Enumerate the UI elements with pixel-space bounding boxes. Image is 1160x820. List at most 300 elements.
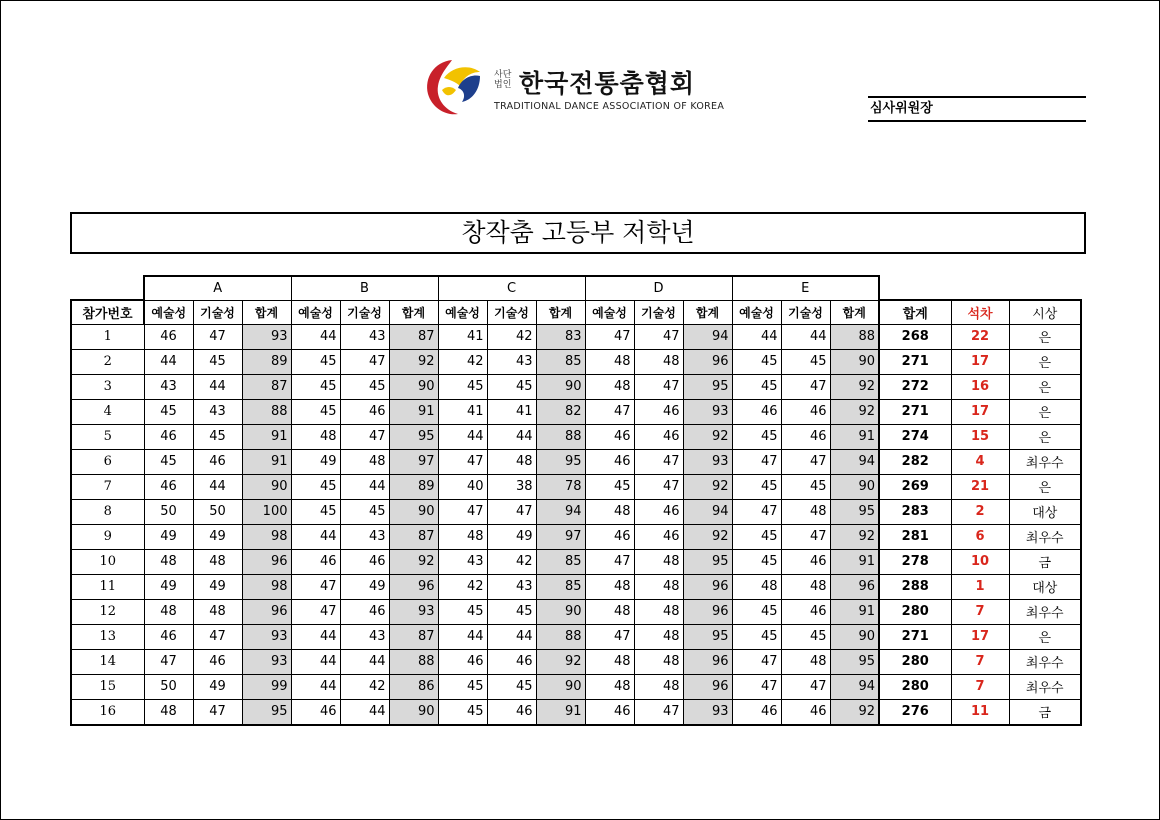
subtotal-score: 92 bbox=[536, 649, 585, 674]
subtotal-score: 97 bbox=[389, 449, 438, 474]
technique-score: 46 bbox=[781, 549, 830, 574]
subtotal-score: 90 bbox=[389, 374, 438, 399]
table-row bbox=[71, 699, 1081, 725]
artistry-score: 48 bbox=[585, 599, 634, 624]
subtotal-score: 83 bbox=[536, 324, 585, 349]
technique-score: 45 bbox=[781, 349, 830, 374]
table-row bbox=[71, 574, 1081, 599]
subtotal-score: 87 bbox=[242, 374, 291, 399]
technique-score: 48 bbox=[487, 449, 536, 474]
subtotal-score: 85 bbox=[536, 549, 585, 574]
subtotal-score: 92 bbox=[683, 524, 732, 549]
artistry-score: 45 bbox=[144, 399, 193, 424]
rank-value: 17 bbox=[951, 349, 1009, 374]
table-row bbox=[71, 374, 1081, 399]
technique-score: 49 bbox=[193, 524, 242, 549]
artistry-score: 49 bbox=[144, 574, 193, 599]
technique-header: 기술성 bbox=[487, 300, 536, 324]
award-value: 대상 bbox=[1009, 574, 1081, 599]
award-value: 금 bbox=[1009, 699, 1081, 725]
technique-score: 45 bbox=[487, 674, 536, 699]
total-score: 271 bbox=[879, 399, 951, 424]
technique-score: 46 bbox=[487, 649, 536, 674]
artistry-score: 47 bbox=[585, 324, 634, 349]
subtotal-score: 85 bbox=[536, 574, 585, 599]
table-row bbox=[71, 549, 1081, 574]
rank-value: 21 bbox=[951, 474, 1009, 499]
technique-score: 47 bbox=[781, 449, 830, 474]
technique-score: 45 bbox=[487, 374, 536, 399]
rank-value: 22 bbox=[951, 324, 1009, 349]
subtotal-score: 88 bbox=[242, 399, 291, 424]
logo-mark-icon bbox=[422, 56, 484, 118]
total-score: 281 bbox=[879, 524, 951, 549]
association-logo bbox=[422, 56, 742, 120]
technique-score: 45 bbox=[487, 599, 536, 624]
subtotal-score: 95 bbox=[683, 549, 732, 574]
artistry-score: 50 bbox=[144, 674, 193, 699]
artistry-score: 47 bbox=[732, 499, 781, 524]
technique-score: 43 bbox=[340, 624, 389, 649]
award-header: 시상 bbox=[1009, 300, 1081, 324]
subtotal-score: 88 bbox=[536, 624, 585, 649]
subtotal-score: 93 bbox=[242, 649, 291, 674]
subtotal-score: 93 bbox=[242, 324, 291, 349]
technique-score: 44 bbox=[340, 474, 389, 499]
technique-score: 43 bbox=[487, 349, 536, 374]
technique-score: 47 bbox=[340, 424, 389, 449]
technique-score: 44 bbox=[487, 624, 536, 649]
subtotal-header: 합계 bbox=[242, 300, 291, 324]
artistry-score: 46 bbox=[144, 324, 193, 349]
subtotal-header: 합계 bbox=[389, 300, 438, 324]
artistry-score: 45 bbox=[291, 474, 340, 499]
technique-score: 45 bbox=[193, 349, 242, 374]
judge-header-b: B bbox=[291, 276, 438, 300]
entry-number: 3 bbox=[71, 374, 144, 399]
subtotal-score: 78 bbox=[536, 474, 585, 499]
technique-score: 48 bbox=[340, 449, 389, 474]
total-score: 276 bbox=[879, 699, 951, 725]
artistry-score: 48 bbox=[732, 574, 781, 599]
technique-score: 48 bbox=[634, 599, 683, 624]
subtotal-score: 87 bbox=[389, 524, 438, 549]
subtotal-score: 98 bbox=[242, 574, 291, 599]
rank-value: 4 bbox=[951, 449, 1009, 474]
technique-score: 47 bbox=[781, 374, 830, 399]
artistry-score: 43 bbox=[438, 549, 487, 574]
artistry-score: 48 bbox=[144, 549, 193, 574]
table-row bbox=[71, 399, 1081, 424]
award-value: 최우수 bbox=[1009, 524, 1081, 549]
table-row bbox=[71, 474, 1081, 499]
judge-header-d: D bbox=[585, 276, 732, 300]
artistry-score: 46 bbox=[585, 424, 634, 449]
technique-score: 47 bbox=[634, 374, 683, 399]
total-score: 288 bbox=[879, 574, 951, 599]
artistry-score: 47 bbox=[438, 449, 487, 474]
award-value: 최우수 bbox=[1009, 449, 1081, 474]
rank-value: 16 bbox=[951, 374, 1009, 399]
technique-score: 47 bbox=[193, 324, 242, 349]
technique-score: 48 bbox=[634, 649, 683, 674]
subtotal-header: 합계 bbox=[683, 300, 732, 324]
table-row bbox=[71, 674, 1081, 699]
subtotal-score: 93 bbox=[389, 599, 438, 624]
subtotal-score: 90 bbox=[389, 699, 438, 725]
subtotal-score: 88 bbox=[389, 649, 438, 674]
technique-score: 48 bbox=[781, 499, 830, 524]
subtotal-score: 93 bbox=[683, 449, 732, 474]
subtotal-score: 100 bbox=[242, 499, 291, 524]
artistry-score: 45 bbox=[732, 549, 781, 574]
technique-score: 48 bbox=[781, 574, 830, 599]
score-table bbox=[70, 275, 1082, 726]
header-spacer-cell bbox=[951, 276, 1009, 300]
artistry-score: 47 bbox=[144, 649, 193, 674]
artistry-score: 50 bbox=[144, 499, 193, 524]
artistry-score: 47 bbox=[291, 599, 340, 624]
artistry-score: 44 bbox=[438, 624, 487, 649]
entry-number-header: 참가번호 bbox=[71, 300, 144, 324]
table-row bbox=[71, 599, 1081, 624]
award-value: 은 bbox=[1009, 374, 1081, 399]
artistry-score: 47 bbox=[291, 574, 340, 599]
subtotal-score: 90 bbox=[830, 349, 879, 374]
artistry-score: 48 bbox=[144, 599, 193, 624]
subtotal-score: 96 bbox=[683, 674, 732, 699]
table-row bbox=[71, 624, 1081, 649]
artistry-score: 46 bbox=[438, 649, 487, 674]
technique-score: 46 bbox=[193, 649, 242, 674]
technique-score: 48 bbox=[634, 624, 683, 649]
subtotal-score: 95 bbox=[389, 424, 438, 449]
award-value: 최우수 bbox=[1009, 649, 1081, 674]
award-value: 은 bbox=[1009, 624, 1081, 649]
technique-score: 44 bbox=[193, 474, 242, 499]
rank-value: 17 bbox=[951, 399, 1009, 424]
technique-score: 46 bbox=[781, 399, 830, 424]
subtotal-score: 96 bbox=[683, 649, 732, 674]
subtotal-score: 99 bbox=[242, 674, 291, 699]
subtotal-score: 93 bbox=[242, 624, 291, 649]
technique-score: 44 bbox=[340, 699, 389, 725]
total-header: 합계 bbox=[879, 300, 951, 324]
artistry-score: 46 bbox=[585, 699, 634, 725]
subtotal-score: 85 bbox=[536, 349, 585, 374]
table-row bbox=[71, 499, 1081, 524]
subtotal-score: 96 bbox=[389, 574, 438, 599]
subtotal-score: 91 bbox=[536, 699, 585, 725]
subtotal-score: 89 bbox=[242, 349, 291, 374]
rank-value: 2 bbox=[951, 499, 1009, 524]
total-score: 283 bbox=[879, 499, 951, 524]
subtotal-score: 98 bbox=[242, 524, 291, 549]
header-spacer-cell bbox=[1009, 276, 1081, 300]
award-value: 은 bbox=[1009, 349, 1081, 374]
artistry-score: 43 bbox=[144, 374, 193, 399]
total-score: 278 bbox=[879, 549, 951, 574]
rank-value: 7 bbox=[951, 674, 1009, 699]
subtotal-score: 93 bbox=[683, 399, 732, 424]
artistry-score: 47 bbox=[732, 449, 781, 474]
subtotal-score: 92 bbox=[683, 474, 732, 499]
artistry-score: 48 bbox=[585, 499, 634, 524]
artistry-score: 49 bbox=[144, 524, 193, 549]
artistry-score: 45 bbox=[732, 599, 781, 624]
technique-score: 44 bbox=[781, 324, 830, 349]
subtotal-score: 96 bbox=[242, 599, 291, 624]
artistry-score: 44 bbox=[291, 674, 340, 699]
table-row bbox=[71, 424, 1081, 449]
total-score: 269 bbox=[879, 474, 951, 499]
technique-score: 48 bbox=[634, 549, 683, 574]
artistry-header: 예술성 bbox=[144, 300, 193, 324]
technique-score: 44 bbox=[340, 649, 389, 674]
total-score: 268 bbox=[879, 324, 951, 349]
subtotal-score: 95 bbox=[536, 449, 585, 474]
artistry-score: 49 bbox=[291, 449, 340, 474]
technique-score: 47 bbox=[487, 499, 536, 524]
rank-value: 6 bbox=[951, 524, 1009, 549]
logo-corporation-label: 사단 법인 bbox=[494, 70, 512, 90]
total-score: 282 bbox=[879, 449, 951, 474]
artistry-score: 45 bbox=[732, 374, 781, 399]
rank-value: 15 bbox=[951, 424, 1009, 449]
technique-score: 46 bbox=[781, 599, 830, 624]
subtotal-score: 89 bbox=[389, 474, 438, 499]
artistry-score: 46 bbox=[732, 699, 781, 725]
subtotal-score: 91 bbox=[242, 449, 291, 474]
technique-header: 기술성 bbox=[340, 300, 389, 324]
award-value: 금 bbox=[1009, 549, 1081, 574]
artistry-score: 47 bbox=[585, 399, 634, 424]
subtotal-score: 94 bbox=[830, 449, 879, 474]
subtotal-score: 96 bbox=[242, 549, 291, 574]
subtotal-score: 96 bbox=[683, 599, 732, 624]
entry-number: 2 bbox=[71, 349, 144, 374]
award-value: 은 bbox=[1009, 474, 1081, 499]
judge-header-a: A bbox=[144, 276, 291, 300]
artistry-score: 48 bbox=[438, 524, 487, 549]
technique-score: 47 bbox=[634, 474, 683, 499]
rank-value: 1 bbox=[951, 574, 1009, 599]
subtotal-score: 90 bbox=[536, 599, 585, 624]
artistry-header: 예술성 bbox=[291, 300, 340, 324]
artistry-score: 41 bbox=[438, 324, 487, 349]
award-value: 은 bbox=[1009, 324, 1081, 349]
subtotal-score: 88 bbox=[536, 424, 585, 449]
technique-score: 47 bbox=[193, 624, 242, 649]
artistry-score: 45 bbox=[291, 349, 340, 374]
technique-score: 45 bbox=[340, 499, 389, 524]
award-value: 최우수 bbox=[1009, 674, 1081, 699]
rank-header: 석차 bbox=[951, 300, 1009, 324]
subtotal-score: 91 bbox=[830, 424, 879, 449]
technique-score: 42 bbox=[487, 549, 536, 574]
artistry-score: 46 bbox=[732, 399, 781, 424]
technique-score: 48 bbox=[193, 549, 242, 574]
technique-score: 47 bbox=[781, 674, 830, 699]
table-row bbox=[71, 524, 1081, 549]
technique-score: 49 bbox=[487, 524, 536, 549]
artistry-score: 45 bbox=[438, 599, 487, 624]
page-title: 창작춤 고등부 저학년 bbox=[70, 212, 1086, 254]
entry-number: 1 bbox=[71, 324, 144, 349]
technique-score: 48 bbox=[634, 349, 683, 374]
subtotal-score: 96 bbox=[830, 574, 879, 599]
artistry-score: 42 bbox=[438, 574, 487, 599]
subtotal-score: 96 bbox=[683, 349, 732, 374]
technique-score: 44 bbox=[487, 424, 536, 449]
subtotal-score: 90 bbox=[389, 499, 438, 524]
artistry-score: 46 bbox=[144, 424, 193, 449]
entry-number: 14 bbox=[71, 649, 144, 674]
entry-number: 11 bbox=[71, 574, 144, 599]
technique-header: 기술성 bbox=[193, 300, 242, 324]
technique-score: 46 bbox=[193, 449, 242, 474]
artistry-score: 47 bbox=[438, 499, 487, 524]
subtotal-score: 91 bbox=[830, 599, 879, 624]
technique-score: 45 bbox=[340, 374, 389, 399]
subtotal-score: 95 bbox=[683, 624, 732, 649]
subtotal-score: 93 bbox=[683, 699, 732, 725]
technique-score: 46 bbox=[634, 399, 683, 424]
artistry-score: 45 bbox=[732, 474, 781, 499]
technique-header: 기술성 bbox=[634, 300, 683, 324]
artistry-score: 47 bbox=[732, 674, 781, 699]
logo-english-name: TRADITIONAL DANCE ASSOCIATION OF KOREA bbox=[494, 101, 725, 112]
subtotal-score: 86 bbox=[389, 674, 438, 699]
artistry-score: 44 bbox=[144, 349, 193, 374]
total-score: 271 bbox=[879, 349, 951, 374]
technique-score: 38 bbox=[487, 474, 536, 499]
subtotal-score: 95 bbox=[830, 499, 879, 524]
subtotal-score: 92 bbox=[830, 374, 879, 399]
artistry-header: 예술성 bbox=[732, 300, 781, 324]
table-row bbox=[71, 349, 1081, 374]
artistry-score: 46 bbox=[291, 549, 340, 574]
entry-number: 10 bbox=[71, 549, 144, 574]
artistry-score: 45 bbox=[438, 674, 487, 699]
technique-score: 47 bbox=[340, 349, 389, 374]
subtotal-score: 92 bbox=[389, 549, 438, 574]
artistry-score: 46 bbox=[291, 699, 340, 725]
subtotal-score: 95 bbox=[683, 374, 732, 399]
award-value: 대상 bbox=[1009, 499, 1081, 524]
judge-header-e: E bbox=[732, 276, 879, 300]
entry-number: 12 bbox=[71, 599, 144, 624]
award-value: 은 bbox=[1009, 424, 1081, 449]
technique-score: 47 bbox=[634, 324, 683, 349]
table-row bbox=[71, 324, 1081, 349]
subtotal-score: 94 bbox=[683, 324, 732, 349]
entry-number: 5 bbox=[71, 424, 144, 449]
subtotal-score: 88 bbox=[830, 324, 879, 349]
artistry-score: 46 bbox=[144, 624, 193, 649]
technique-score: 47 bbox=[634, 699, 683, 725]
subtotal-score: 94 bbox=[536, 499, 585, 524]
artistry-score: 48 bbox=[585, 674, 634, 699]
artistry-score: 48 bbox=[585, 649, 634, 674]
artistry-score: 47 bbox=[585, 624, 634, 649]
technique-score: 45 bbox=[193, 424, 242, 449]
subtotal-score: 92 bbox=[830, 699, 879, 725]
artistry-score: 45 bbox=[291, 399, 340, 424]
artistry-score: 44 bbox=[291, 524, 340, 549]
artistry-score: 48 bbox=[291, 424, 340, 449]
subtotal-score: 92 bbox=[389, 349, 438, 374]
artistry-score: 45 bbox=[438, 699, 487, 725]
technique-score: 43 bbox=[340, 524, 389, 549]
artistry-score: 44 bbox=[291, 324, 340, 349]
artistry-score: 48 bbox=[585, 574, 634, 599]
technique-score: 43 bbox=[340, 324, 389, 349]
artistry-score: 45 bbox=[732, 424, 781, 449]
total-score: 274 bbox=[879, 424, 951, 449]
entry-number: 8 bbox=[71, 499, 144, 524]
artistry-score: 45 bbox=[291, 499, 340, 524]
subtotal-score: 90 bbox=[242, 474, 291, 499]
subtotal-score: 91 bbox=[389, 399, 438, 424]
technique-score: 50 bbox=[193, 499, 242, 524]
chief-judge-signature-line: 심사위원장 bbox=[868, 96, 1086, 122]
total-score: 280 bbox=[879, 674, 951, 699]
artistry-score: 45 bbox=[732, 524, 781, 549]
subtotal-score: 92 bbox=[830, 524, 879, 549]
total-score: 280 bbox=[879, 649, 951, 674]
rank-value: 11 bbox=[951, 699, 1009, 725]
total-score: 272 bbox=[879, 374, 951, 399]
subtotal-score: 95 bbox=[242, 699, 291, 725]
artistry-score: 40 bbox=[438, 474, 487, 499]
artistry-score: 46 bbox=[585, 524, 634, 549]
award-value: 은 bbox=[1009, 399, 1081, 424]
artistry-score: 41 bbox=[438, 399, 487, 424]
technique-score: 43 bbox=[487, 574, 536, 599]
technique-score: 46 bbox=[487, 699, 536, 725]
subtotal-score: 94 bbox=[683, 499, 732, 524]
entry-number: 13 bbox=[71, 624, 144, 649]
rank-value: 7 bbox=[951, 599, 1009, 624]
subtotal-score: 92 bbox=[683, 424, 732, 449]
rank-value: 10 bbox=[951, 549, 1009, 574]
technique-score: 41 bbox=[487, 399, 536, 424]
corner-cell bbox=[71, 276, 144, 300]
technique-score: 49 bbox=[193, 574, 242, 599]
technique-score: 46 bbox=[340, 599, 389, 624]
artistry-score: 44 bbox=[438, 424, 487, 449]
subtotal-score: 90 bbox=[536, 674, 585, 699]
table-row bbox=[71, 649, 1081, 674]
technique-score: 48 bbox=[193, 599, 242, 624]
artistry-score: 45 bbox=[732, 624, 781, 649]
subtotal-score: 91 bbox=[830, 549, 879, 574]
artistry-score: 45 bbox=[732, 349, 781, 374]
artistry-header: 예술성 bbox=[438, 300, 487, 324]
technique-score: 46 bbox=[634, 499, 683, 524]
technique-score: 46 bbox=[781, 699, 830, 725]
technique-score: 49 bbox=[340, 574, 389, 599]
technique-score: 46 bbox=[634, 524, 683, 549]
header-spacer-cell bbox=[879, 276, 951, 300]
technique-score: 47 bbox=[634, 449, 683, 474]
artistry-score: 47 bbox=[585, 549, 634, 574]
technique-score: 44 bbox=[193, 374, 242, 399]
table-row bbox=[71, 449, 1081, 474]
award-value: 최우수 bbox=[1009, 599, 1081, 624]
total-score: 271 bbox=[879, 624, 951, 649]
